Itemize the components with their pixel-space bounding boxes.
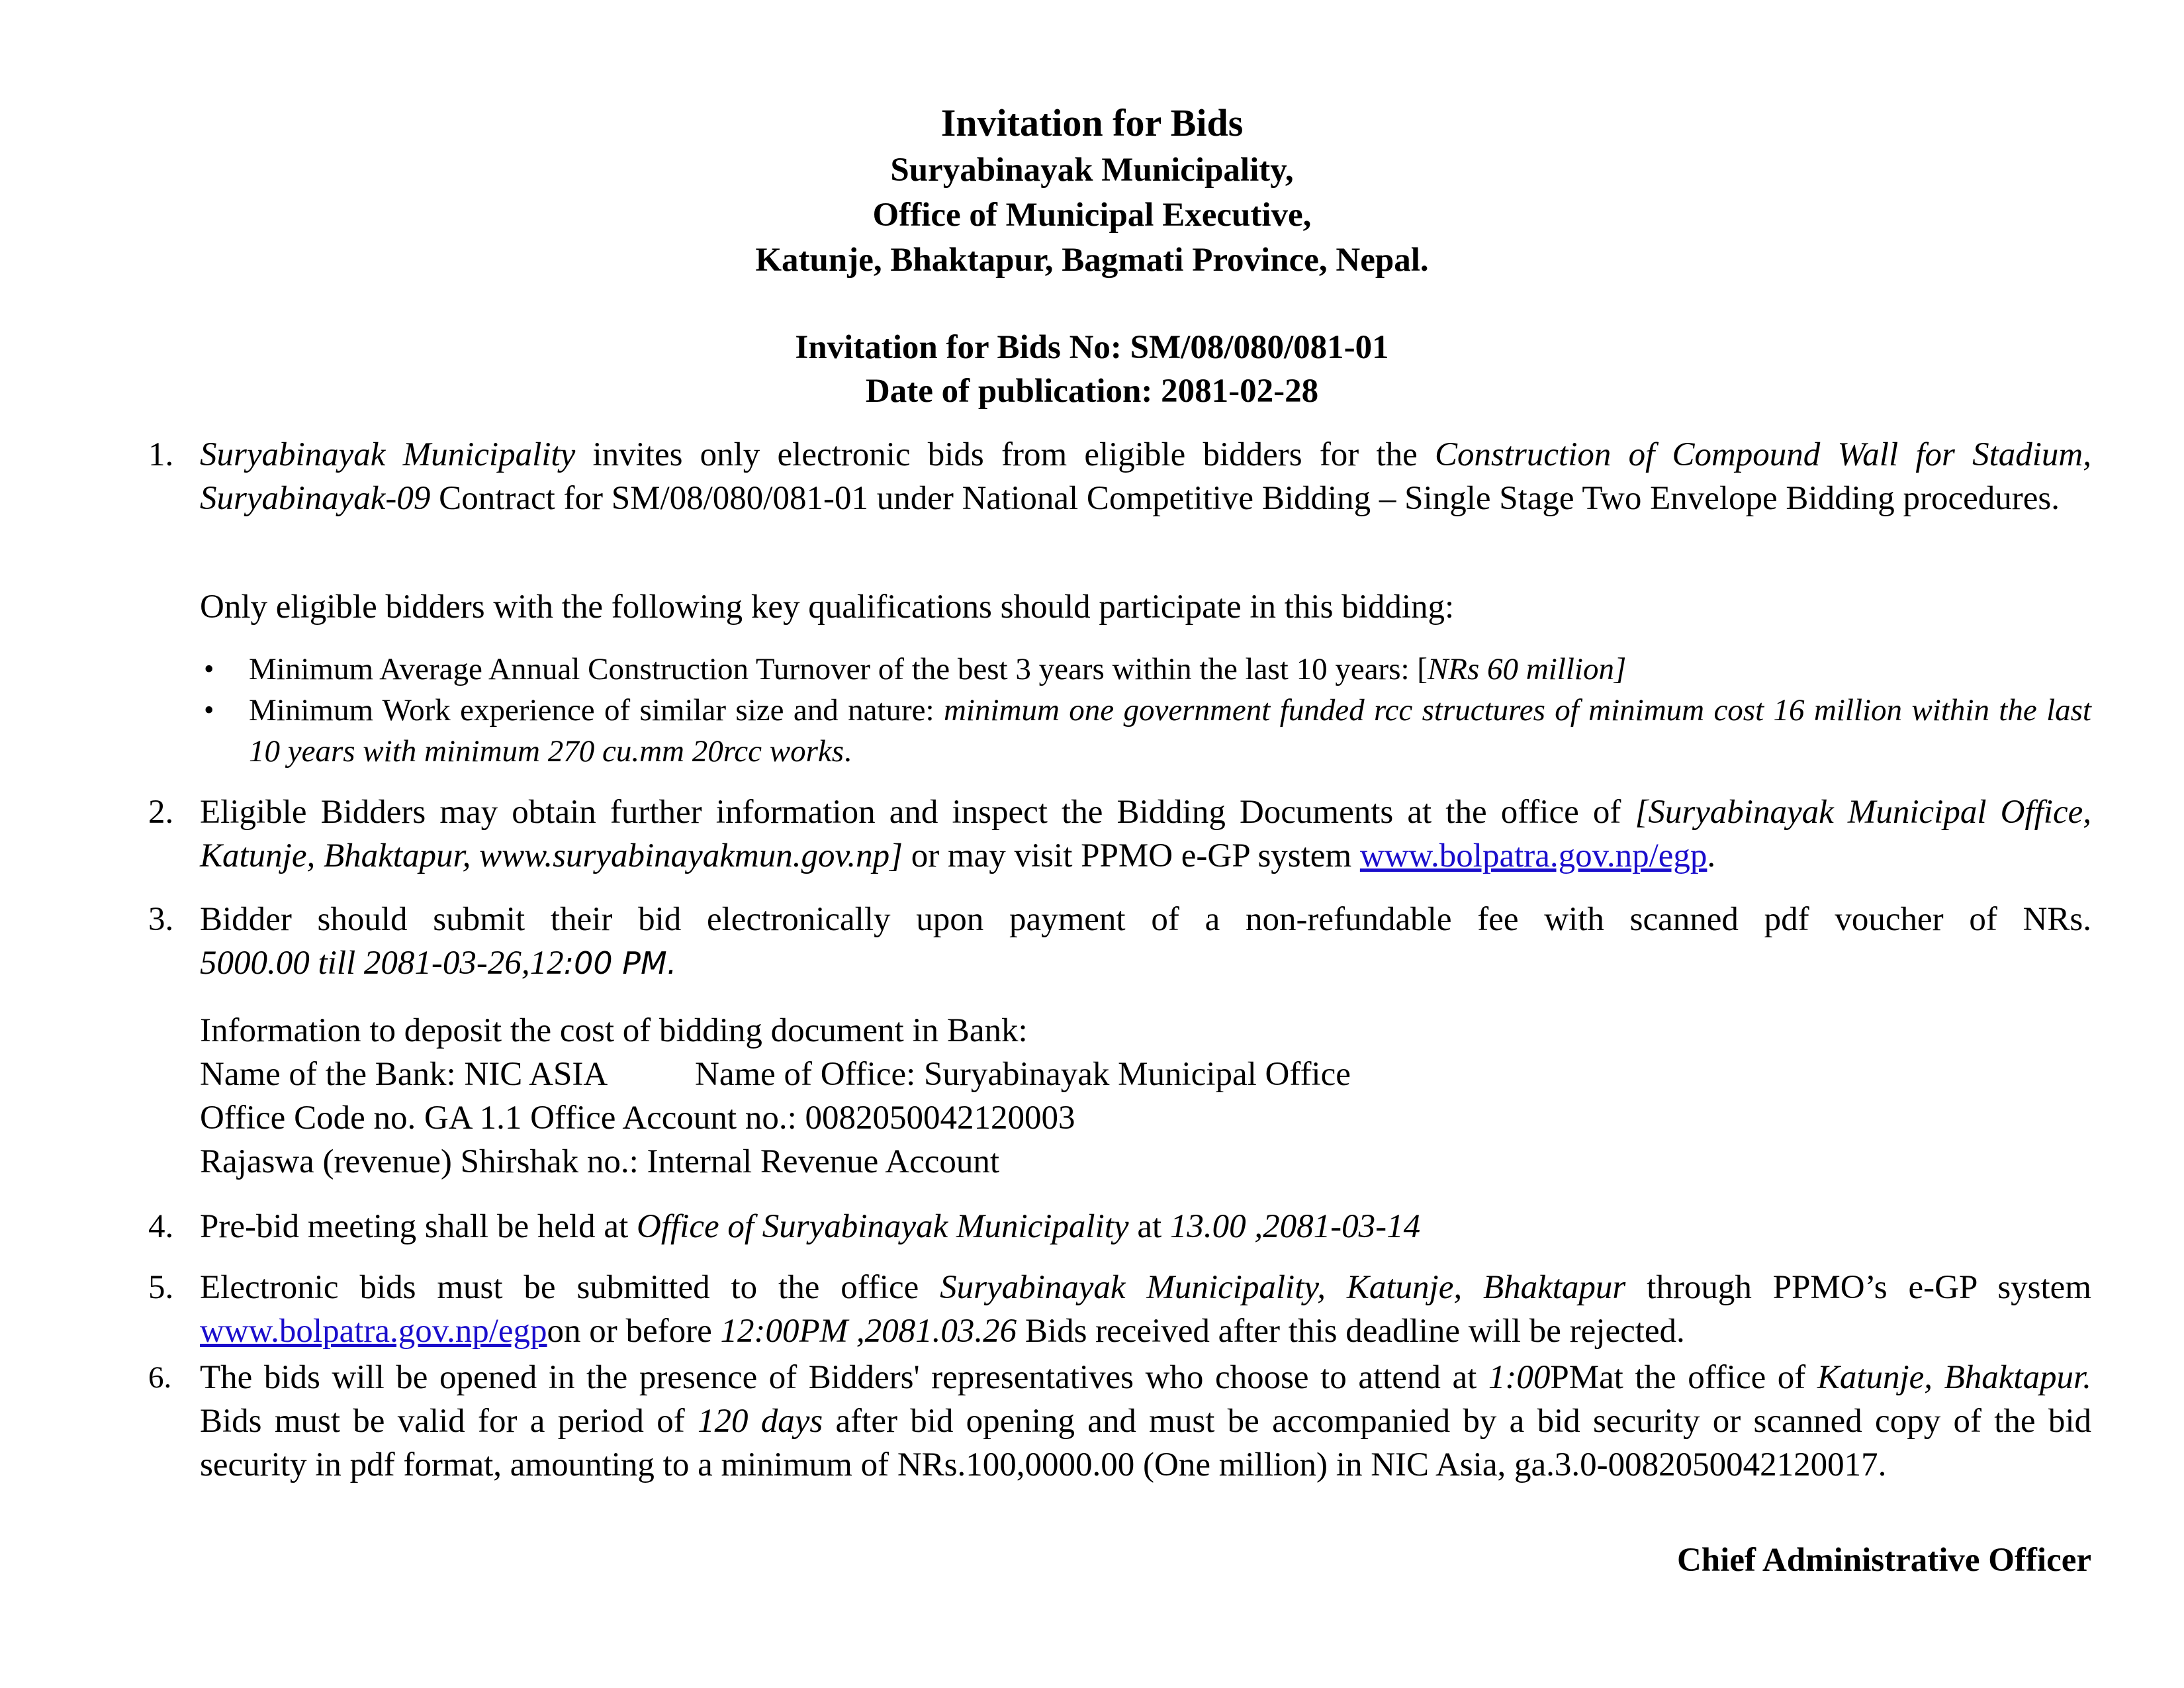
office-name: Office of Municipal Executive, [872,197,1312,234]
bullet-1-dot: • [204,653,214,685]
item-5-text-b: through PPMO’s e-GP system [1625,1269,2091,1306]
bank-name: Name of the Bank: NIC ASIA [200,1056,608,1093]
office-name-bank: Name of Office: Suryabinayak Municipal Office [695,1056,1351,1093]
prebid-time: 13.00 ,2081-03-14 [1169,1208,1421,1245]
item-5-number: 5. [148,1269,174,1306]
qualification-intro: Only eligible bidders with the following key qualifications should participate in this bidding: [200,588,1455,626]
item-6-text-b: PMat the office of [1550,1359,1817,1396]
fee-deadline-time: :00 PM. [563,945,677,981]
bullet-2-value: minimum one government funded rcc structures of minimum cost 16 million within the last 10 years with minimum 270 cu.mm 20rcc works [249,693,2091,769]
item-6-text-c: Bids must be valid for a period of [200,1403,698,1440]
item-6-paragraph [200,1356,2091,1487]
bullet-2-dot: • [204,694,214,726]
item-3-number: 3. [148,901,174,938]
office-account: Office Code no. GA 1.1 Office Account no.: 0082050042120003 [200,1100,1075,1137]
item-1-text-a: invites only electronic bids from eligible bidders for the [575,436,1435,473]
submission-deadline: 12:00PM ,2081.03.26 [720,1313,1017,1350]
item-2-paragraph [200,790,2091,878]
item-2-text-a: Eligible Bidders may obtain further information and inspect the Bidding Documents at the office of [200,794,1635,831]
office-address: Katunje, Bhaktapur, Bagmati Province, Nepal. [755,242,1429,279]
fee-amount-deadline: 5000.00 till 2081-03-26,12 [200,945,564,982]
revenue-account: Rajaswa (revenue) Shirshak no.: Internal Revenue Account [200,1143,1000,1180]
item-3-line-2 [200,941,676,985]
item-2-text-c: . [1707,837,1716,874]
item-2-office: [Suryabinayak Municipal Office, Katunje, Bhaktapur, www.suryabinayakmun.gov.np] [200,794,2091,874]
qualification-turnover [249,649,2091,690]
item-4-text-a: Pre-bid meeting shall be held at [200,1208,637,1245]
qualification-experience [249,690,2091,772]
opening-place: Katunje, Bhaktapur. [1817,1359,2092,1396]
item-5-text-a: Electronic bids must be submitted to the office [200,1269,940,1306]
item-6-text-d: after bid opening and must be accompanied by a bid security or scanned copy of the bid security in pdf format, amounting to a minimum of NRs.100,0000.00 (One million) in NIC Asia, ga.3.0-0082050042120017. [200,1403,2091,1483]
item-5-text-d: Bids received after this deadline will be rejected. [1017,1313,1685,1350]
bid-validity: 120 days [697,1403,823,1440]
submission-place: Suryabinayak Municipality, Katunje, Bhaktapur [940,1269,1626,1306]
egp-link[interactable]: www.bolpatra.gov.np/egp [1359,837,1707,874]
works-name: Construction of Compound Wall for Stadium, Suryabinayak-09 [200,436,2091,517]
publication-date: Date of publication: 2081-02-28 [865,373,1319,410]
bullet-2-end: . [844,734,852,769]
item-3-line-1: Bidder should submit their bid electronically upon payment of a non-refundable fee with scanned pdf voucher of NRs. [200,901,2091,938]
opening-time: 1:00 [1488,1359,1551,1396]
item-5-paragraph [200,1266,2091,1353]
item-6-text-a: The bids will be opened in the presence of Bidders' representatives who choose to attend at [200,1359,1488,1396]
item-4-text-b: at [1128,1208,1170,1245]
item-4-number: 4. [148,1208,174,1245]
bank-info-intro: Information to deposit the cost of bidding document in Bank: [200,1012,1028,1049]
ifb-number: Invitation for Bids No: SM/08/080/081-01 [795,329,1389,366]
item-4-paragraph [200,1205,1420,1248]
bullet-1-value: NRs 60 million] [1427,652,1627,686]
prebid-place: Office of Suryabinayak Municipality [637,1208,1129,1245]
item-6-number: 6. [148,1360,172,1395]
item-1-text-b: Contract for SM/08/080/081-01 under National Competitive Bidding – Single Stage Two Envelope Bidding procedures. [430,480,2060,517]
signatory-title: Chief Administrative Officer [1676,1542,2091,1579]
bullet-1-text: Minimum Average Annual Construction Turnover of the best 3 years within the last 10 years: [ [249,652,1428,686]
item-2-text-b: or may visit PPMO e-GP system [902,837,1360,874]
employer-name: Suryabinayak Municipality [200,436,576,473]
document-title: Invitation for Bids [940,101,1244,144]
bullet-2-text: Minimum Work experience of similar size and nature: [249,693,944,727]
item-5-text-c: on or before [547,1313,721,1350]
item-1-paragraph [200,433,2091,520]
egp-link-2[interactable]: www.bolpatra.gov.np/egp [200,1313,547,1350]
item-2-number: 2. [148,794,174,831]
item-1-number: 1. [148,436,174,473]
org-name: Suryabinayak Municipality, [890,152,1294,189]
